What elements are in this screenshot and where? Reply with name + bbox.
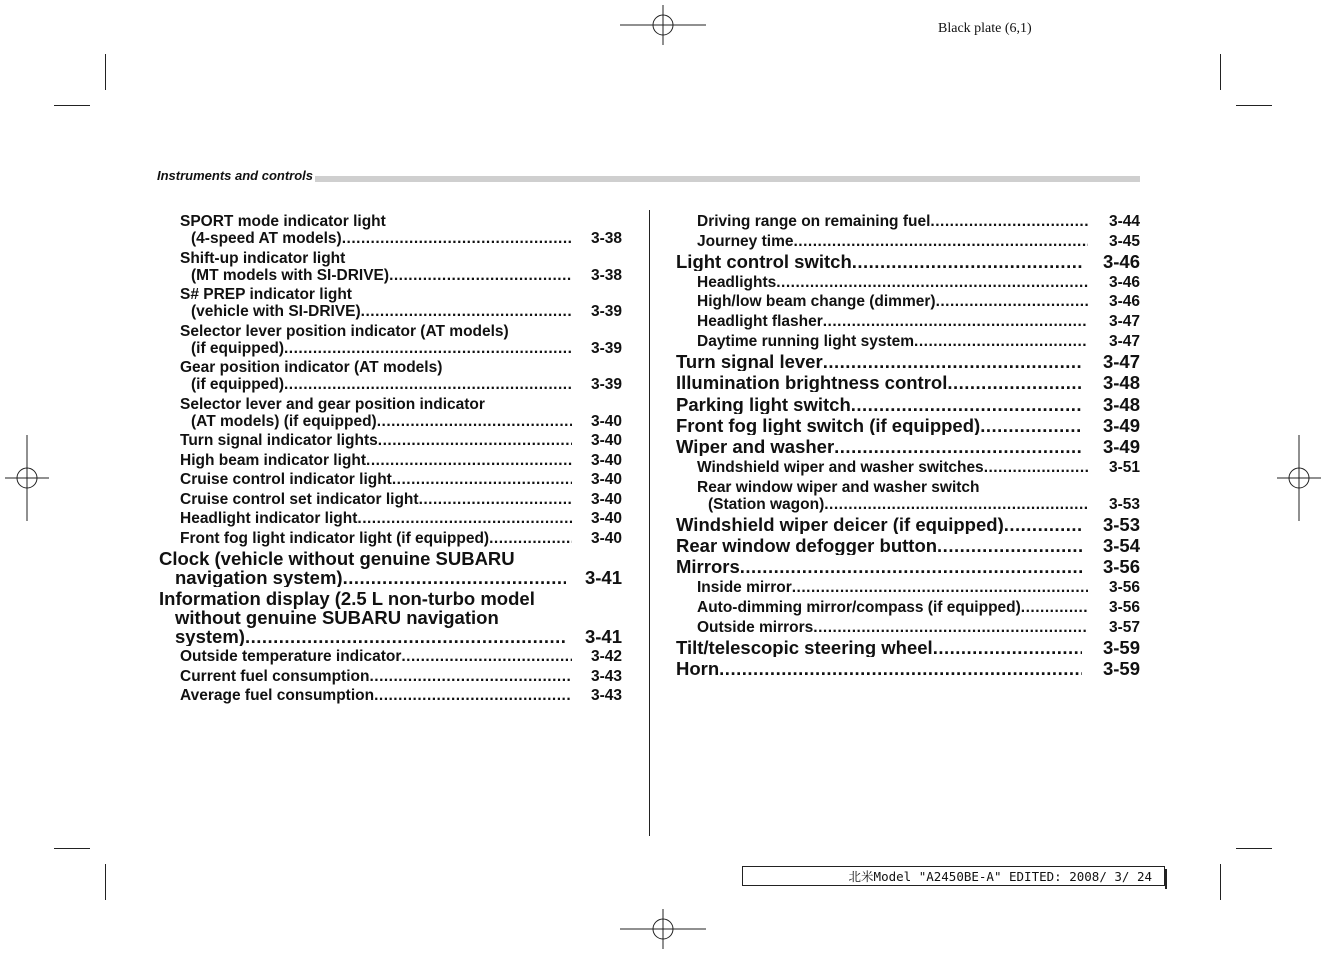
toc-entry[interactable]	[180, 530, 622, 547]
toc-page-number: 3-39	[590, 303, 622, 320]
toc-page-number: 3-39	[590, 376, 622, 393]
toc-entry[interactable]	[697, 233, 1140, 250]
toc-entry-title: Headlight flasher .....	[697, 313, 1088, 330]
toc-entry-title: Outside temperature indicator .....	[180, 648, 572, 665]
toc-page-number: 3-48	[1102, 372, 1140, 394]
crop-mark	[1236, 105, 1272, 106]
toc-entry[interactable]	[676, 416, 1140, 435]
toc-page-number: 3-57	[1108, 618, 1140, 636]
toc-entry[interactable]	[697, 599, 1140, 616]
toc-entry[interactable]	[676, 437, 1140, 456]
toc-page-number: 3-45	[1108, 232, 1140, 250]
toc-page-number: 3-47	[1108, 332, 1140, 350]
toc-page-number: 3-40	[590, 432, 622, 449]
toc-entry[interactable]	[697, 313, 1140, 330]
toc-entry[interactable]	[676, 515, 1140, 534]
toc-entry-title: Turn signal indicator lights .....	[180, 432, 572, 449]
toc-entry-title: Wiper and washer .....	[676, 437, 1082, 456]
toc-entry[interactable]	[180, 452, 622, 469]
toc-entry[interactable]	[676, 536, 1140, 555]
registration-mark-icon	[620, 5, 706, 45]
registration-mark-icon	[620, 909, 706, 949]
toc-entry-title: (AT models) (if equipped) .....	[180, 413, 572, 430]
toc-entry[interactable]	[676, 373, 1140, 392]
toc-entry-title: Selector lever and gear position indicator	[180, 395, 485, 413]
toc-page-number: 3-53	[1108, 495, 1140, 513]
toc-entry[interactable]	[180, 510, 622, 527]
toc-list	[159, 213, 622, 704]
toc-entry-title: Windshield wiper and washer switches .....	[697, 459, 1088, 476]
toc-entry-title: Average fuel consumption .....	[180, 687, 572, 704]
toc-right-column	[676, 213, 1140, 678]
toc-entry[interactable]	[697, 579, 1140, 596]
toc-page-number: 3-46	[1108, 273, 1140, 291]
toc-entry[interactable]	[697, 274, 1140, 291]
toc-entry-title: Rear window defogger button .....	[676, 536, 1082, 555]
toc-entry[interactable]	[697, 459, 1140, 476]
toc-entry[interactable]	[180, 687, 622, 704]
toc-page-number: 3-40	[590, 510, 622, 527]
toc-entry[interactable]	[697, 479, 1140, 513]
toc-entry-title: Tilt/telescopic steering wheel .....	[676, 638, 1082, 657]
crop-mark	[54, 105, 90, 106]
toc-entry[interactable]	[697, 213, 1140, 230]
toc-entry[interactable]	[180, 648, 622, 665]
crop-mark	[54, 848, 90, 849]
toc-entry[interactable]	[676, 659, 1140, 678]
toc-entry[interactable]	[180, 668, 622, 685]
toc-entry[interactable]	[180, 471, 622, 488]
toc-entry-title: Shift-up indicator light	[180, 249, 346, 267]
section-title: Instruments and controls	[157, 168, 314, 183]
toc-entry[interactable]	[159, 589, 622, 646]
toc-page-number: 3-51	[1108, 458, 1140, 476]
toc-page-number: 3-41	[584, 625, 622, 647]
toc-page-number: 3-40	[590, 451, 622, 469]
crop-mark	[105, 54, 106, 90]
toc-page-number: 3-59	[1102, 658, 1140, 680]
toc-entry[interactable]	[159, 549, 622, 587]
toc-page-number: 3-47	[1102, 351, 1140, 373]
toc-entry-title: Light control switch .....	[676, 252, 1082, 271]
toc-page-number: 3-39	[590, 339, 622, 357]
toc-entry-title: Daytime running light system .....	[697, 333, 1088, 350]
toc-entry-title: Information display (2.5 L non-turbo model	[159, 587, 535, 609]
toc-page-number: 3-38	[590, 230, 622, 247]
toc-entry-title: Turn signal lever .....	[676, 352, 1082, 371]
toc-entry-title: Headlight indicator light .....	[180, 510, 572, 527]
plate-label: Black plate (6,1)	[938, 21, 1032, 36]
toc-entry-title: Cruise control indicator light .....	[180, 471, 572, 488]
toc-page-number: 3-42	[590, 648, 622, 665]
toc-entry-title: Cruise control set indicator light .....	[180, 491, 572, 508]
toc-entry-title: High beam indicator light .....	[180, 452, 572, 469]
toc-entry[interactable]	[676, 557, 1140, 576]
toc-entry-title: Clock (vehicle without genuine SUBARU	[159, 547, 515, 569]
toc-entry-title: Headlights .....	[697, 274, 1088, 291]
crop-mark	[1220, 54, 1221, 90]
toc-entry-title: Parking light switch .....	[676, 395, 1082, 414]
registration-mark-icon	[1277, 435, 1321, 521]
toc-page-number: 3-40	[590, 412, 622, 430]
toc-entry-title: navigation system) .....	[159, 568, 566, 587]
toc-page-number: 3-38	[590, 266, 622, 284]
toc-entry-title: SPORT mode indicator light	[180, 213, 386, 230]
toc-entry-title: Gear position indicator (AT models)	[180, 359, 443, 376]
toc-page-number: 3-46	[1102, 250, 1140, 272]
toc-page-number: 3-40	[590, 529, 622, 547]
toc-page-number: 3-54	[1102, 535, 1140, 557]
toc-page-number: 3-56	[1108, 598, 1140, 616]
crop-mark	[105, 864, 106, 900]
toc-page-number: 3-53	[1102, 513, 1140, 535]
toc-entry[interactable]	[180, 491, 622, 508]
crop-mark	[1220, 864, 1221, 900]
toc-entry[interactable]	[180, 359, 622, 393]
toc-entry[interactable]	[180, 396, 622, 430]
toc-page-number: 3-40	[590, 471, 622, 488]
toc-entry-title: S# PREP indicator light	[180, 286, 352, 303]
toc-page-number: 3-49	[1102, 436, 1140, 458]
toc-left-column	[159, 213, 622, 704]
toc-entry[interactable]	[697, 333, 1140, 350]
crop-mark	[1236, 848, 1272, 849]
toc-entry-title: Rear window wiper and washer switch	[697, 478, 980, 496]
toc-entry-title: Selector lever position indicator (AT models)	[180, 322, 509, 340]
toc-list	[676, 213, 1140, 678]
toc-page-number: 3-48	[1102, 393, 1140, 415]
toc-entry-title: Journey time .....	[697, 233, 1088, 250]
toc-page-number: 3-44	[1108, 213, 1140, 230]
toc-entry-title: Outside mirrors .....	[697, 619, 1088, 636]
toc-page-number: 3-49	[1102, 414, 1140, 436]
toc-entry-title: Mirrors .....	[676, 557, 1082, 576]
toc-entry[interactable]	[697, 619, 1140, 636]
toc-entry-title: Illumination brightness control .....	[676, 373, 1082, 392]
toc-page-number: 3-40	[590, 490, 622, 508]
column-divider	[649, 210, 650, 836]
toc-entry-title: (if equipped) .....	[180, 340, 572, 357]
toc-page-number: 3-59	[1102, 636, 1140, 658]
toc-entry-title: Inside mirror .....	[697, 579, 1088, 596]
footer-edit-stamp: 北米Model "A2450BE-A" EDITED: 2008/ 3/ 24	[742, 866, 1165, 886]
toc-entry[interactable]	[676, 252, 1140, 271]
toc-entry-title: (Station wagon) .....	[697, 496, 1088, 513]
registration-mark-icon	[5, 435, 49, 521]
toc-page-number: 3-43	[590, 667, 622, 685]
toc-entry[interactable]	[180, 286, 622, 320]
toc-entry[interactable]	[180, 323, 622, 357]
toc-entry-title: without genuine SUBARU navigation	[175, 606, 499, 628]
toc-page-number: 3-56	[1108, 579, 1140, 597]
toc-entry-title: (4-speed AT models) .....	[180, 230, 572, 247]
toc-entry[interactable]	[697, 293, 1140, 310]
toc-entry-title: (MT models with SI-DRIVE) .....	[180, 267, 572, 284]
toc-entry[interactable]	[180, 213, 622, 247]
toc-entry[interactable]	[676, 395, 1140, 414]
toc-entry[interactable]	[676, 638, 1140, 657]
toc-entry[interactable]	[180, 250, 622, 284]
toc-entry-title: (if equipped) .....	[180, 376, 572, 393]
toc-page-number: 3-43	[590, 687, 622, 704]
toc-entry-title: Driving range on remaining fuel .....	[697, 213, 1088, 230]
toc-entry-title: Auto-dimming mirror/compass (if equipped) .....	[697, 599, 1088, 616]
toc-entry-title: Horn .....	[676, 659, 1082, 678]
toc-page-number: 3-46	[1108, 293, 1140, 311]
toc-entry-title: High/low beam change (dimmer) .....	[697, 293, 1088, 310]
toc-entry-title: system) .....	[159, 627, 566, 646]
toc-entry[interactable]	[180, 432, 622, 449]
toc-entry-title: Front fog light indicator light (if equipped) .....	[180, 530, 572, 547]
toc-page-number: 3-41	[584, 566, 622, 588]
toc-entry-title: Front fog light switch (if equipped) .....	[676, 416, 1082, 435]
toc-entry-title: Windshield wiper deicer (if equipped) .....	[676, 515, 1082, 534]
toc-entry-title: Current fuel consumption .....	[180, 668, 572, 685]
toc-page-number: 3-56	[1102, 556, 1140, 578]
toc-entry-title: (vehicle with SI-DRIVE) .....	[180, 303, 572, 320]
toc-page-number: 3-47	[1108, 313, 1140, 331]
toc-entry[interactable]	[676, 352, 1140, 371]
